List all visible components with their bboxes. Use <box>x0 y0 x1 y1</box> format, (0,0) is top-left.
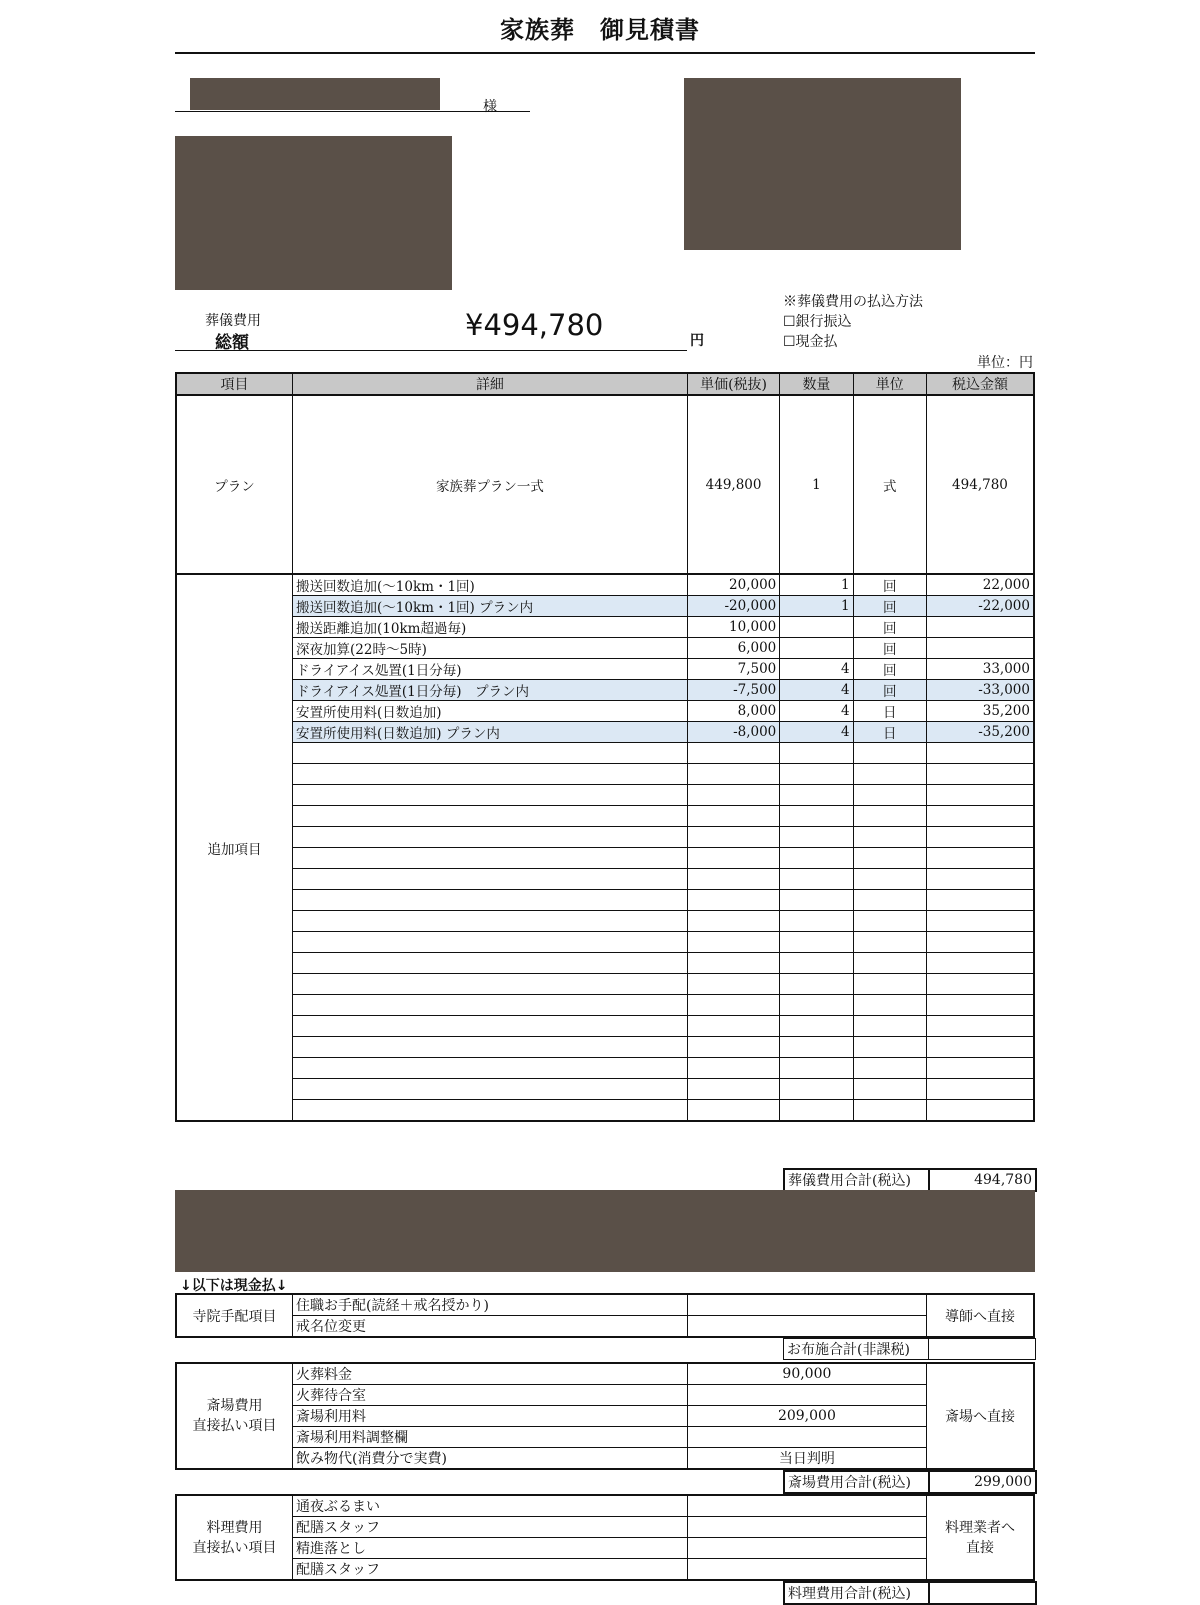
catering-row: 精進落とし <box>293 1538 688 1559</box>
item-quantity <box>780 743 853 764</box>
temple-row: 戒名位変更 <box>293 1316 688 1338</box>
item-amount: -35,200 <box>926 722 1034 743</box>
item-detail <box>293 848 688 869</box>
item-detail <box>293 1037 688 1058</box>
payment-method <box>783 292 923 352</box>
item-unit: 日 <box>853 701 926 722</box>
catering-row-value <box>687 1517 926 1538</box>
temple-row: 住職お手配(読経＋戒名授かり) <box>293 1294 688 1316</box>
item-quantity <box>780 638 853 659</box>
item-detail <box>293 911 688 932</box>
item-detail: 搬送回数追加(～10km・1回) <box>293 574 688 596</box>
item-quantity <box>780 785 853 806</box>
item-quantity <box>780 764 853 785</box>
temple-subtotal-value <box>929 1339 1036 1360</box>
item-unit-price: -8,000 <box>687 722 779 743</box>
plan-detail: 家族葬プラン一式 <box>293 395 688 574</box>
item-unit: 回 <box>853 617 926 638</box>
item-unit: 回 <box>853 659 926 680</box>
crematorium-row-detail: 斎場利用料調整欄 <box>293 1427 688 1448</box>
item-unit-price <box>687 953 779 974</box>
item-unit-price <box>687 974 779 995</box>
plan-quantity: 1 <box>780 395 853 574</box>
temple-category: 寺院手配項目 <box>176 1294 293 1337</box>
additional-empty-row <box>176 848 1034 869</box>
additional-empty-row <box>176 1079 1034 1100</box>
item-quantity <box>780 995 853 1016</box>
item-unit-price <box>687 1079 779 1100</box>
item-unit-price <box>687 785 779 806</box>
item-amount <box>926 995 1034 1016</box>
header-item: 項目 <box>176 373 293 395</box>
redacted-client-name <box>190 78 440 110</box>
item-quantity: 4 <box>780 659 853 680</box>
additional-empty-row <box>176 890 1034 911</box>
catering-payee <box>926 1495 1034 1580</box>
redacted-block-left <box>175 136 452 290</box>
item-unit <box>853 1100 926 1122</box>
additional-item-row <box>176 722 1034 743</box>
item-amount: -22,000 <box>926 596 1034 617</box>
item-detail <box>293 974 688 995</box>
header-amount: 税込金額 <box>926 373 1034 395</box>
temple-subtotal-label: お布施合計(非課税) <box>784 1339 929 1360</box>
item-unit <box>853 1037 926 1058</box>
catering-category-line1: 料理費用 <box>206 1519 263 1536</box>
item-amount <box>926 869 1034 890</box>
crematorium-subtotal-label: 斎場費用合計(税込) <box>784 1471 929 1493</box>
payment-option-cash[interactable]: ☐現金払 <box>783 334 838 350</box>
item-amount <box>926 848 1034 869</box>
additional-item-row <box>176 659 1034 680</box>
additional-empty-row <box>176 911 1034 932</box>
funeral-subtotal-value: 494,780 <box>929 1169 1036 1191</box>
crematorium-category <box>176 1363 293 1469</box>
item-quantity <box>780 1079 853 1100</box>
crematorium-row-value: 90,000 <box>687 1363 926 1385</box>
crematorium-payee: 斎場へ直接 <box>926 1363 1034 1469</box>
plan-unit-price: 449,800 <box>687 395 779 574</box>
additional-empty-row <box>176 1037 1034 1058</box>
item-amount <box>926 1058 1034 1079</box>
crematorium-row-detail: 火葬待合室 <box>293 1385 688 1406</box>
payment-option-bank-transfer[interactable]: ☐銀行振込 <box>783 314 852 330</box>
catering-row-value <box>687 1495 926 1517</box>
catering-row-value <box>687 1559 926 1581</box>
item-unit-price <box>687 806 779 827</box>
item-amount <box>926 974 1034 995</box>
item-detail <box>293 827 688 848</box>
estimate-table <box>175 372 1035 1122</box>
item-unit <box>853 1058 926 1079</box>
item-unit-price <box>687 932 779 953</box>
item-unit <box>853 764 926 785</box>
temple-section <box>175 1293 1035 1360</box>
crematorium-subtotal-value: 299,000 <box>929 1471 1036 1493</box>
item-detail: 安置所使用料(日数追加) <box>293 701 688 722</box>
item-unit-price: 7,500 <box>687 659 779 680</box>
item-quantity <box>780 890 853 911</box>
item-detail: 深夜加算(22時～5時) <box>293 638 688 659</box>
item-unit-price: -20,000 <box>687 596 779 617</box>
header-detail: 詳細 <box>293 373 688 395</box>
item-amount <box>926 827 1034 848</box>
temple-row-value <box>687 1316 926 1338</box>
additional-empty-row <box>176 785 1034 806</box>
temple-row-value <box>687 1294 926 1316</box>
item-quantity <box>780 1100 853 1122</box>
item-quantity: 4 <box>780 701 853 722</box>
item-detail <box>293 932 688 953</box>
additional-item-row <box>176 574 1034 596</box>
item-quantity: 1 <box>780 574 853 596</box>
item-quantity: 4 <box>780 680 853 701</box>
item-quantity <box>780 1058 853 1079</box>
item-amount <box>926 953 1034 974</box>
catering-subtotal-value <box>929 1582 1036 1604</box>
catering-payee-line2: 直接 <box>965 1539 994 1556</box>
item-unit <box>853 932 926 953</box>
crematorium-row-value: 当日判明 <box>687 1448 926 1470</box>
plan-unit: 式 <box>853 395 926 574</box>
total-label-line1: 葬儀費用 <box>205 313 261 329</box>
catering-row: 配膳スタッフ <box>293 1559 688 1581</box>
funeral-subtotal <box>783 1168 1037 1192</box>
item-quantity <box>780 911 853 932</box>
item-unit-price <box>687 743 779 764</box>
catering-row: 配膳スタッフ <box>293 1517 688 1538</box>
additional-category: 追加項目 <box>176 574 293 1121</box>
item-amount: 35,200 <box>926 701 1034 722</box>
item-unit <box>853 953 926 974</box>
table-header-row <box>176 373 1034 395</box>
catering-payee-line1: 料理業者へ <box>944 1519 1015 1536</box>
item-unit-price <box>687 995 779 1016</box>
item-amount <box>926 743 1034 764</box>
catering-section <box>175 1494 1035 1605</box>
plan-category: プラン <box>176 395 293 574</box>
item-unit <box>853 869 926 890</box>
crematorium-row-detail: 斎場利用料 <box>293 1406 688 1427</box>
item-unit <box>853 827 926 848</box>
item-detail <box>293 806 688 827</box>
item-unit-price <box>687 827 779 848</box>
additional-item-row <box>176 617 1034 638</box>
item-detail <box>293 1016 688 1037</box>
item-unit-price: 6,000 <box>687 638 779 659</box>
client-honorific: 様 <box>483 99 497 115</box>
item-quantity <box>780 848 853 869</box>
item-detail <box>293 785 688 806</box>
item-quantity <box>780 827 853 848</box>
item-detail <box>293 869 688 890</box>
additional-item-row <box>176 701 1034 722</box>
item-amount <box>926 890 1034 911</box>
item-unit-price <box>687 848 779 869</box>
item-unit: 回 <box>853 596 926 617</box>
header-unit: 単位 <box>853 373 926 395</box>
additional-empty-row <box>176 974 1034 995</box>
item-amount: 33,000 <box>926 659 1034 680</box>
item-quantity <box>780 1016 853 1037</box>
item-quantity <box>780 869 853 890</box>
additional-empty-row <box>176 932 1034 953</box>
item-unit <box>853 890 926 911</box>
item-detail <box>293 1100 688 1122</box>
catering-row: 通夜ぶるまい <box>293 1495 688 1517</box>
item-unit-price <box>687 869 779 890</box>
item-unit-price <box>687 1016 779 1037</box>
item-detail <box>293 890 688 911</box>
item-unit <box>853 785 926 806</box>
item-unit-price: 20,000 <box>687 574 779 596</box>
payment-method-note: ※葬儀費用の払込方法 <box>783 294 923 310</box>
catering-row-value <box>687 1538 926 1559</box>
item-unit <box>853 911 926 932</box>
additional-empty-row <box>176 743 1034 764</box>
item-amount <box>926 1037 1034 1058</box>
additional-empty-row <box>176 827 1034 848</box>
crematorium-row-detail: 火葬料金 <box>293 1363 688 1385</box>
item-quantity <box>780 1037 853 1058</box>
additional-empty-row <box>176 1058 1034 1079</box>
item-detail <box>293 1079 688 1100</box>
crematorium-category-line1: 斎場費用 <box>206 1398 263 1414</box>
item-unit-price <box>687 911 779 932</box>
item-detail: ドライアイス処置(1日分毎) <box>293 659 688 680</box>
additional-items-body <box>176 574 1034 1121</box>
item-amount <box>926 806 1034 827</box>
item-unit <box>853 995 926 1016</box>
item-detail <box>293 953 688 974</box>
header-unit-price: 単価(税抜) <box>687 373 779 395</box>
item-unit <box>853 743 926 764</box>
item-detail: 安置所使用料(日数追加) プラン内 <box>293 722 688 743</box>
item-quantity: 4 <box>780 722 853 743</box>
cash-payment-note: ↓以下は現金払↓ <box>180 1278 288 1294</box>
additional-empty-row <box>176 764 1034 785</box>
additional-item-row <box>176 638 1034 659</box>
item-unit <box>853 1016 926 1037</box>
additional-empty-row <box>176 1016 1034 1037</box>
item-unit-price <box>687 1100 779 1122</box>
temple-payee: 導師へ直接 <box>926 1294 1034 1337</box>
redacted-bar <box>175 1190 1035 1272</box>
additional-empty-row <box>176 1100 1034 1122</box>
item-unit-price: 10,000 <box>687 617 779 638</box>
item-amount <box>926 1079 1034 1100</box>
item-unit: 回 <box>853 680 926 701</box>
item-unit-price: -7,500 <box>687 680 779 701</box>
item-detail <box>293 743 688 764</box>
item-unit: 回 <box>853 574 926 596</box>
title-underline <box>175 52 1035 54</box>
header-quantity: 数量 <box>780 373 853 395</box>
item-unit: 回 <box>853 638 926 659</box>
additional-item-row <box>176 596 1034 617</box>
plan-amount: 494,780 <box>926 395 1034 574</box>
catering-subtotal-label: 料理費用合計(税込) <box>784 1582 929 1604</box>
item-unit <box>853 1079 926 1100</box>
client-name-underline <box>175 111 530 112</box>
item-quantity <box>780 617 853 638</box>
item-amount <box>926 1016 1034 1037</box>
crematorium-section <box>175 1362 1035 1494</box>
item-quantity: 1 <box>780 596 853 617</box>
item-amount <box>926 1100 1034 1122</box>
redacted-block-company <box>684 78 961 250</box>
total-underline <box>175 350 687 351</box>
crematorium-row-value <box>687 1385 926 1406</box>
crematorium-category-line2: 直接払い項目 <box>192 1418 277 1434</box>
document-title: 家族葬 御見積書 <box>500 16 700 44</box>
item-unit <box>853 974 926 995</box>
item-unit: 日 <box>853 722 926 743</box>
catering-category <box>176 1495 293 1580</box>
total-yen-suffix: 円 <box>690 333 704 349</box>
crematorium-row-value <box>687 1427 926 1448</box>
item-detail <box>293 764 688 785</box>
item-quantity <box>780 974 853 995</box>
item-unit <box>853 806 926 827</box>
item-amount <box>926 785 1034 806</box>
item-unit-price: 8,000 <box>687 701 779 722</box>
plan-row <box>176 395 1034 574</box>
item-amount: -33,000 <box>926 680 1034 701</box>
item-detail: ドライアイス処置(1日分毎) プラン内 <box>293 680 688 701</box>
crematorium-row-value: 209,000 <box>687 1406 926 1427</box>
item-unit-price <box>687 1037 779 1058</box>
funeral-subtotal-label: 葬儀費用合計(税込) <box>784 1169 929 1191</box>
catering-category-line2: 直接払い項目 <box>192 1539 277 1556</box>
item-amount <box>926 764 1034 785</box>
item-detail: 搬送回数追加(～10km・1回) プラン内 <box>293 596 688 617</box>
item-quantity <box>780 806 853 827</box>
additional-item-row <box>176 680 1034 701</box>
item-quantity <box>780 953 853 974</box>
item-amount: 22,000 <box>926 574 1034 596</box>
total-label-line2: 総額 <box>215 333 249 353</box>
additional-empty-row <box>176 806 1034 827</box>
item-detail <box>293 995 688 1016</box>
item-quantity <box>780 932 853 953</box>
item-amount <box>926 638 1034 659</box>
item-unit <box>853 848 926 869</box>
unit-note: 単位：円 <box>977 355 1033 371</box>
item-amount <box>926 617 1034 638</box>
item-unit-price <box>687 890 779 911</box>
additional-empty-row <box>176 953 1034 974</box>
crematorium-row-detail: 飲み物代(消費分で実費) <box>293 1448 688 1470</box>
additional-empty-row <box>176 995 1034 1016</box>
additional-empty-row <box>176 869 1034 890</box>
item-amount <box>926 932 1034 953</box>
item-unit-price <box>687 1058 779 1079</box>
item-detail <box>293 1058 688 1079</box>
item-unit-price <box>687 764 779 785</box>
total-amount: ¥494,780 <box>465 308 604 342</box>
item-amount <box>926 911 1034 932</box>
item-detail: 搬送距離追加(10km超過毎) <box>293 617 688 638</box>
